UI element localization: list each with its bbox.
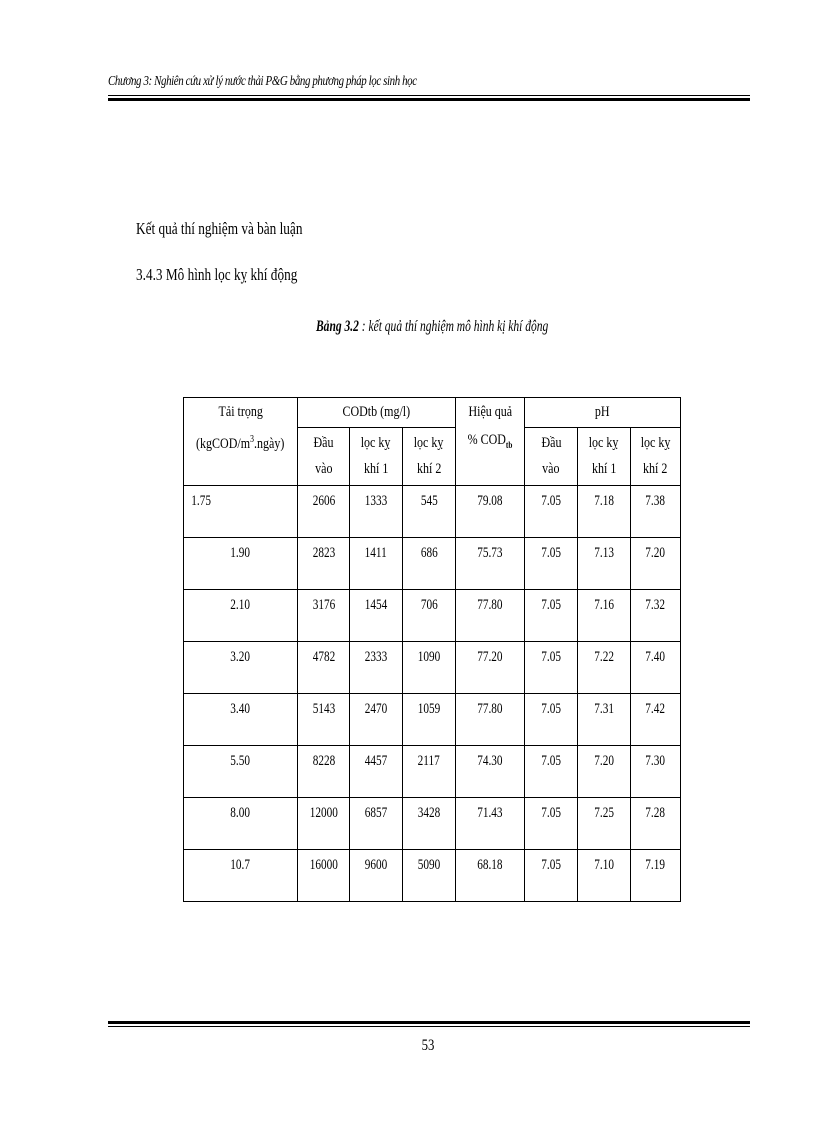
table-row (184, 694, 681, 746)
cell-ph-f1: 7.18 (578, 486, 631, 538)
cell-load: 8.00 (184, 798, 298, 850)
cell-ph-f1: 7.10 (578, 850, 631, 902)
cell-ph-f2: 7.20 (631, 538, 681, 590)
header-cod: CODtb (mg/l) (298, 398, 456, 428)
header-efficiency (456, 398, 525, 486)
cell-ph-f2: 7.28 (631, 798, 681, 850)
cell-ph-f2: 7.40 (631, 642, 681, 694)
cell-cod-in: 12000 (298, 798, 350, 850)
header-ph: pH (525, 398, 681, 428)
cell-cod-in: 16000 (298, 850, 350, 902)
cell-ph-in: 7.05 (525, 694, 578, 746)
cell-cod-f1: 1454 (350, 590, 403, 642)
cell-cod-f2: 3428 (403, 798, 456, 850)
cell-load: 10.7 (184, 850, 298, 902)
cell-cod-f2: 545 (403, 486, 456, 538)
cell-ph-f1: 7.13 (578, 538, 631, 590)
cell-ph-f2: 7.30 (631, 746, 681, 798)
cell-eff: 74.30 (456, 746, 525, 798)
cell-load: 3.40 (184, 694, 298, 746)
cell-eff: 77.80 (456, 590, 525, 642)
cell-cod-f1: 2333 (350, 642, 403, 694)
section-heading: Kết quả thí nghiệm và bàn luận (136, 219, 303, 238)
cell-cod-f1: 2470 (350, 694, 403, 746)
cell-cod-f1: 4457 (350, 746, 403, 798)
table-row (184, 642, 681, 694)
table-row (184, 486, 681, 538)
cell-cod-f2: 1090 (403, 642, 456, 694)
cell-ph-f2: 7.19 (631, 850, 681, 902)
cell-cod-f1: 6857 (350, 798, 403, 850)
cell-cod-f1: 1411 (350, 538, 403, 590)
cell-ph-in: 7.05 (525, 850, 578, 902)
subheader-cod-inlet: Đầu vào (298, 428, 350, 486)
cell-ph-f1: 7.16 (578, 590, 631, 642)
cell-cod-in: 8228 (298, 746, 350, 798)
header-rule-thin (108, 95, 750, 96)
header-load (184, 398, 298, 486)
cell-eff: 77.80 (456, 694, 525, 746)
results-table (183, 397, 681, 902)
cell-cod-in: 5143 (298, 694, 350, 746)
table-row (184, 798, 681, 850)
cell-cod-f2: 706 (403, 590, 456, 642)
table-row (184, 850, 681, 902)
page-number: 53 (421, 1037, 435, 1054)
cell-load: 1.90 (184, 538, 298, 590)
table-caption (316, 318, 548, 336)
cell-ph-f1: 7.25 (578, 798, 631, 850)
footer-rule-thick (108, 1021, 750, 1024)
cell-eff: 68.18 (456, 850, 525, 902)
cell-ph-in: 7.05 (525, 746, 578, 798)
cell-cod-f2: 2117 (403, 746, 456, 798)
running-header: Chương 3: Nghiên cứu xử lý nước thải P&G bằng phương pháp lọc sinh học (108, 74, 417, 89)
cell-ph-in: 7.05 (525, 642, 578, 694)
cell-load: 1.75 (184, 486, 298, 538)
cell-cod-f2: 686 (403, 538, 456, 590)
subheader-cod-filter2: lọc kỵ khí 2 (403, 428, 456, 486)
cell-load: 2.10 (184, 590, 298, 642)
cell-ph-f2: 7.32 (631, 590, 681, 642)
cell-load: 5.50 (184, 746, 298, 798)
cell-ph-f2: 7.42 (631, 694, 681, 746)
cell-ph-in: 7.05 (525, 538, 578, 590)
table-header-row (184, 398, 681, 428)
header-load-unit (196, 426, 284, 458)
cell-eff: 79.08 (456, 486, 525, 538)
cell-cod-in: 4782 (298, 642, 350, 694)
cell-cod-in: 2606 (298, 486, 350, 538)
header-eff-line1: Hiệu quả (468, 404, 512, 420)
header-eff-line2: % $COD_{tb}$ (467, 432, 513, 450)
cell-cod-in: 2823 (298, 538, 350, 590)
header-load-unit-suffix: .ngày) (254, 436, 285, 452)
table-row (184, 746, 681, 798)
footer-rule-thin (108, 1026, 750, 1027)
cell-cod-f2: 1059 (403, 694, 456, 746)
header-load-unit-prefix: (kgCOD/m (196, 436, 251, 452)
cell-cod-f1: 9600 (350, 850, 403, 902)
header-load-label: Tải trọng (218, 404, 263, 420)
subheader-cod-filter1: lọc kỵ khí 1 (350, 428, 403, 486)
caption-label: Bảng 3.2 (316, 318, 359, 335)
caption-text: : kết quả thí nghiệm mô hình kị khí động (358, 318, 549, 335)
cell-ph-in: 7.05 (525, 590, 578, 642)
cell-cod-f2: 5090 (403, 850, 456, 902)
cell-eff: 77.20 (456, 642, 525, 694)
cell-eff: 75.73 (456, 538, 525, 590)
cell-ph-in: 7.05 (525, 486, 578, 538)
cell-ph-f1: 7.31 (578, 694, 631, 746)
table-row (184, 590, 681, 642)
table-row (184, 538, 681, 590)
header-rule-thick (108, 98, 750, 101)
cell-ph-f1: 7.20 (578, 746, 631, 798)
cell-ph-in: 7.05 (525, 798, 578, 850)
cell-cod-f1: 1333 (350, 486, 403, 538)
cell-ph-f1: 7.22 (578, 642, 631, 694)
subheader-ph-filter1: lọc kỵ khí 1 (578, 428, 631, 486)
cell-cod-in: 3176 (298, 590, 350, 642)
table-body (184, 486, 681, 902)
cell-load: 3.20 (184, 642, 298, 694)
cell-eff: 71.43 (456, 798, 525, 850)
header-load-unit-sup: 3 (250, 434, 255, 445)
subheader-ph-inlet: Đầu vào (525, 428, 578, 486)
cell-ph-f2: 7.38 (631, 486, 681, 538)
header-eff-sub: tb (505, 440, 513, 450)
subsection-heading: 3.4.3 Mô hình lọc kỵ khí động (136, 265, 298, 284)
subheader-ph-filter2: lọc kỵ khí 2 (631, 428, 681, 486)
